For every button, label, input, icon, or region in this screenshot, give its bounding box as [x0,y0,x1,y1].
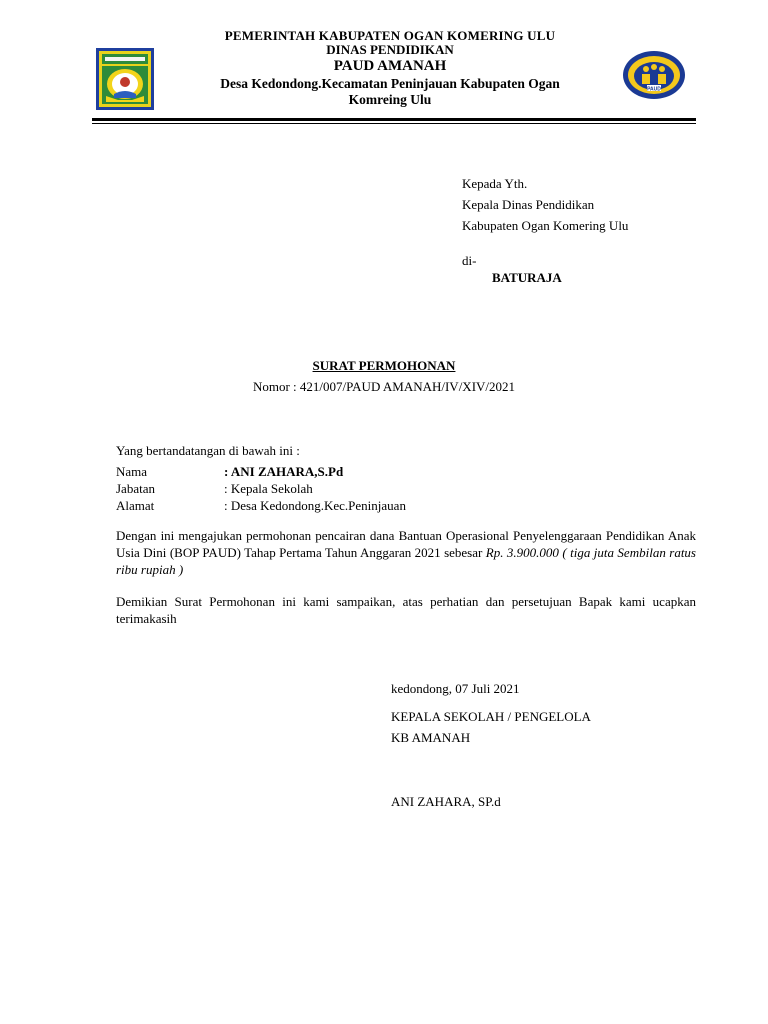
letterhead-address-2: Komreing Ulu [348,92,432,107]
identity-row-address [116,497,406,514]
recipient-title: Kepala Dinas Pendidikan [462,197,595,212]
request-text: Dengan ini mengajukan permohonan pencairan dana Bantuan Operasional Penyelenggaraan Pendidikan Anak Usia Dini (BOP PAUD) Tahap Pertama Tahun Anggaran 2021 sebesar [116,528,696,560]
letterhead-rule-thin [92,123,696,124]
identity-address-label: Alamat [116,498,155,513]
identity-name-value: : ANI ZAHARA,S.Pd [224,464,344,479]
letterhead [92,24,696,122]
letterhead-department: DINAS PENDIDIKAN [326,42,454,57]
recipient-district: Kabupaten Ogan Komering Ulu [462,218,629,233]
identity-position-value: : Kepala Sekolah [224,481,313,496]
request-paragraph [116,527,696,578]
letter-number: Nomor : 421/007/PAUD AMANAH/IV/XIV/2021 [252,379,516,394]
identity-address-value: : Desa Kedondong.Kec.Peninjauan [224,498,406,513]
kabupaten-emblem-icon [96,48,154,110]
signature-place-date: kedondong, 07 Juli 2021 [391,681,520,696]
recipient-block [462,176,628,291]
paud-emblem-icon [622,50,686,100]
letter-title: SURAT PERMOHONAN [312,358,456,373]
letterhead-text [162,24,618,108]
identity-table [116,463,406,514]
signature-institution: KB AMANAH [391,730,471,745]
letterhead-government: PEMERINTAH KABUPATEN OGAN KOMERING ULU [224,28,556,43]
paud-emblem-text: PAUD [647,86,661,93]
recipient-city: BATURAJA [492,270,562,285]
letterhead-address-1: Desa Kedondong.Kecamatan Peninjauan Kabupaten Ogan [220,76,560,91]
intro-text: Yang bertandatangan di bawah ini : [116,443,300,458]
recipient-di: di- [462,253,477,268]
identity-row-position [116,480,406,497]
signature-name: ANI ZAHARA, SP.d [391,794,501,809]
request-amount: Rp. 3.900.000 ( tiga juta Sembilan ratus ribu rupiah ) [116,545,696,577]
signature-role: KEPALA SEKOLAH / PENGELOLA [391,709,591,724]
identity-row-name [116,463,406,480]
closing-paragraph: Demikian Surat Permohonan ini kami sampaikan, atas perhatian dan persetujuan Bapak kami ucapkan terimakasih [116,594,696,626]
identity-position-label: Jabatan [116,481,155,496]
identity-name-label: Nama [116,464,148,479]
letterhead-rule-thick [92,118,696,121]
letterhead-school: PAUD AMANAH [333,58,447,74]
recipient-salutation: Kepada Yth. [462,176,528,191]
